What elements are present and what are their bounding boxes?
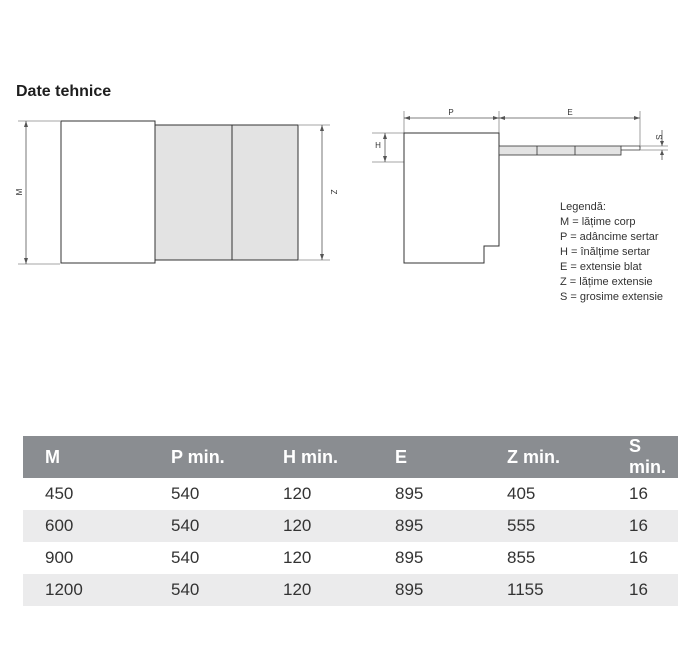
legend-item: P = adâncime sertar xyxy=(560,231,659,243)
table-cell: 16 xyxy=(629,574,678,606)
column-header-z: Z min. xyxy=(507,436,629,478)
table-cell: 895 xyxy=(395,510,507,542)
table-cell: 1155 xyxy=(507,574,629,606)
dimension-p-label: P xyxy=(448,108,454,117)
legend-item: M = lățime corp xyxy=(560,216,636,228)
legend-item: S = grosime extensie xyxy=(560,291,664,303)
table-cell: 900 xyxy=(45,548,74,567)
table-cell: 540 xyxy=(171,484,200,503)
spec-table xyxy=(23,436,678,606)
table-cell: 120 xyxy=(283,548,312,567)
table-cell: 855 xyxy=(507,548,536,567)
table-cell: 405 xyxy=(507,484,536,503)
dimension-m-label: M xyxy=(15,188,24,196)
column-header-s: S min. xyxy=(629,436,678,478)
legend-title: Legendă: xyxy=(560,201,606,213)
legend-item: Z = lățime extensie xyxy=(560,276,653,288)
dimension-z-label: Z xyxy=(329,189,338,195)
dimension-e-label: E xyxy=(567,108,573,117)
legend xyxy=(560,200,663,305)
table-cell: 540 xyxy=(171,510,283,542)
dimension-h-label: H xyxy=(375,141,381,150)
table-cell: 16 xyxy=(629,548,648,567)
page-title: Date tehnice xyxy=(16,83,112,100)
table-row xyxy=(23,478,678,510)
table-row xyxy=(23,574,678,606)
table-cell: 450 xyxy=(45,484,74,503)
legend-item: H = înălțime sertar xyxy=(560,246,651,258)
table-cell: 895 xyxy=(395,484,424,503)
table-cell: 16 xyxy=(629,510,678,542)
table-cell: 120 xyxy=(283,484,312,503)
extension-panel-2 xyxy=(232,125,298,260)
column-header-p: P min. xyxy=(171,436,283,478)
column-header-m: M xyxy=(23,436,171,478)
table-cell: 16 xyxy=(629,484,648,503)
table-cell: 895 xyxy=(395,574,507,606)
table-cell: 540 xyxy=(171,574,283,606)
legend-item: E = extensie blat xyxy=(560,261,642,273)
table-cell: 120 xyxy=(283,510,395,542)
column-header-e: E xyxy=(395,436,507,478)
table-row xyxy=(23,542,678,574)
table-header-row xyxy=(23,436,678,478)
table-cell: 600 xyxy=(23,510,171,542)
table-cell: 895 xyxy=(395,548,424,567)
table-cell: 540 xyxy=(171,548,200,567)
table-cell: 120 xyxy=(283,574,395,606)
table-row xyxy=(23,510,678,542)
table-cell: 555 xyxy=(507,510,629,542)
extension-panel-1 xyxy=(155,125,232,260)
dimension-s-label: S xyxy=(654,134,663,140)
table-cell: 1200 xyxy=(23,574,171,606)
cabinet-body xyxy=(61,121,155,263)
column-header-h: H min. xyxy=(283,436,395,478)
